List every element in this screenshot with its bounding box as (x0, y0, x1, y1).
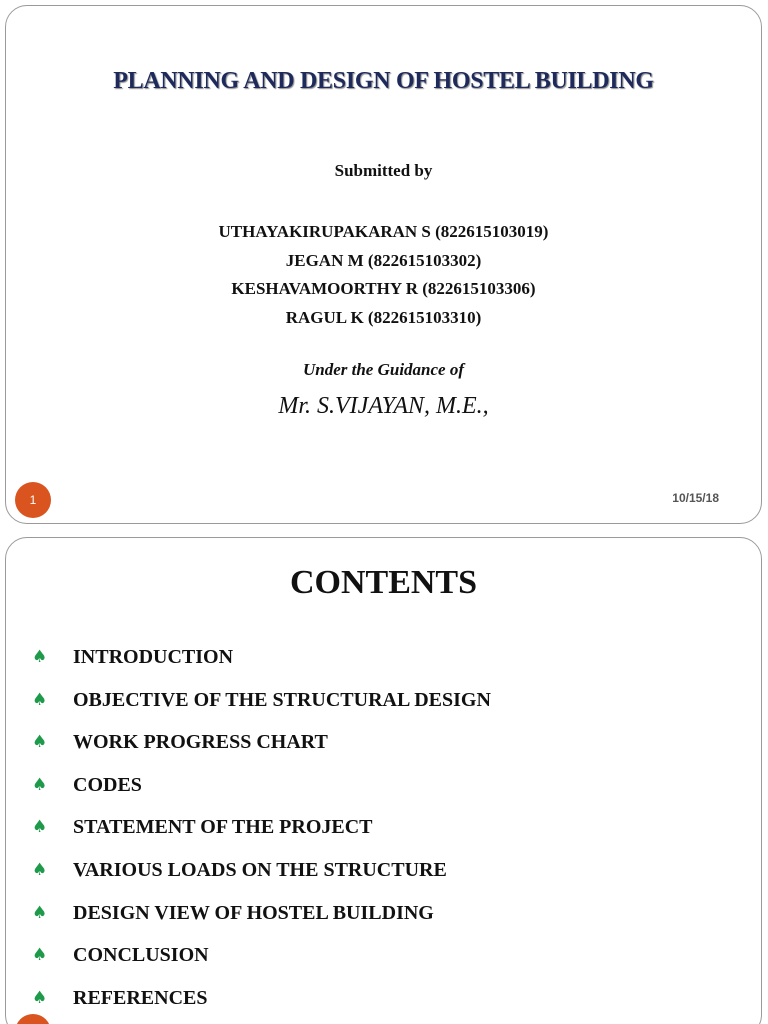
list-item (32, 898, 491, 941)
spade-bullet-icon: ♠ (32, 945, 48, 966)
list-item (32, 770, 491, 813)
spade-bullet-icon: ♠ (32, 902, 48, 923)
list-item (32, 642, 491, 685)
author-line: RAGUL K (822615103310) (285, 307, 482, 327)
list-item-label: REFERENCES (73, 986, 208, 1009)
list-item-label: VARIOUS LOADS ON THE STRUCTURE (73, 858, 447, 881)
list-item-label: INTRODUCTION (73, 646, 234, 668)
list-item (32, 940, 491, 983)
spade-bullet-icon: ♠ (32, 774, 48, 795)
slide-date: 10/15/18 (672, 491, 719, 505)
spade-bullet-icon: ♠ (32, 732, 48, 753)
list-item-label: CONCLUSION (73, 944, 209, 967)
list-item (32, 685, 491, 728)
author-line: KESHAVAMOORTHY R (822615103306) (231, 279, 536, 298)
contents-heading: CONTENTS (289, 564, 478, 601)
list-item (32, 855, 491, 898)
list-item (32, 727, 491, 770)
list-item-label: OBJECTIVE OF THE STRUCTURAL DESIGN (73, 688, 491, 711)
spade-bullet-icon: ♠ (32, 987, 48, 1008)
submitted-by-label: Submitted by (334, 161, 433, 180)
list-item (32, 983, 491, 1024)
spade-bullet-icon: ♠ (32, 859, 48, 880)
contents-list (32, 642, 491, 1024)
slide-number-badge: 1 (15, 482, 51, 518)
list-item-label: CODES (73, 773, 142, 796)
list-item-label: STATEMENT OF THE PROJECT (73, 816, 373, 839)
list-item (32, 812, 491, 855)
title-slide (5, 5, 762, 524)
author-line: JEGAN M (822615103302) (285, 250, 482, 270)
guide-name: Mr. S.VIJAYAN, M.E., (278, 393, 489, 419)
author-line: UTHAYAKIRUPAKARAN S (822615103019) (218, 222, 549, 241)
presentation-title: PLANNING AND DESIGN OF HOSTEL BUILDING (113, 68, 654, 94)
contents-slide (5, 537, 762, 1024)
list-item-label: DESIGN VIEW OF HOSTEL BUILDING (73, 901, 434, 924)
spade-bullet-icon: ♠ (32, 817, 48, 838)
guidance-label: Under the Guidance of (302, 360, 465, 379)
list-item-label: WORK PROGRESS CHART (73, 731, 328, 754)
spade-bullet-icon: ♠ (32, 647, 48, 667)
spade-bullet-icon: ♠ (32, 689, 48, 710)
author-list (6, 218, 761, 332)
